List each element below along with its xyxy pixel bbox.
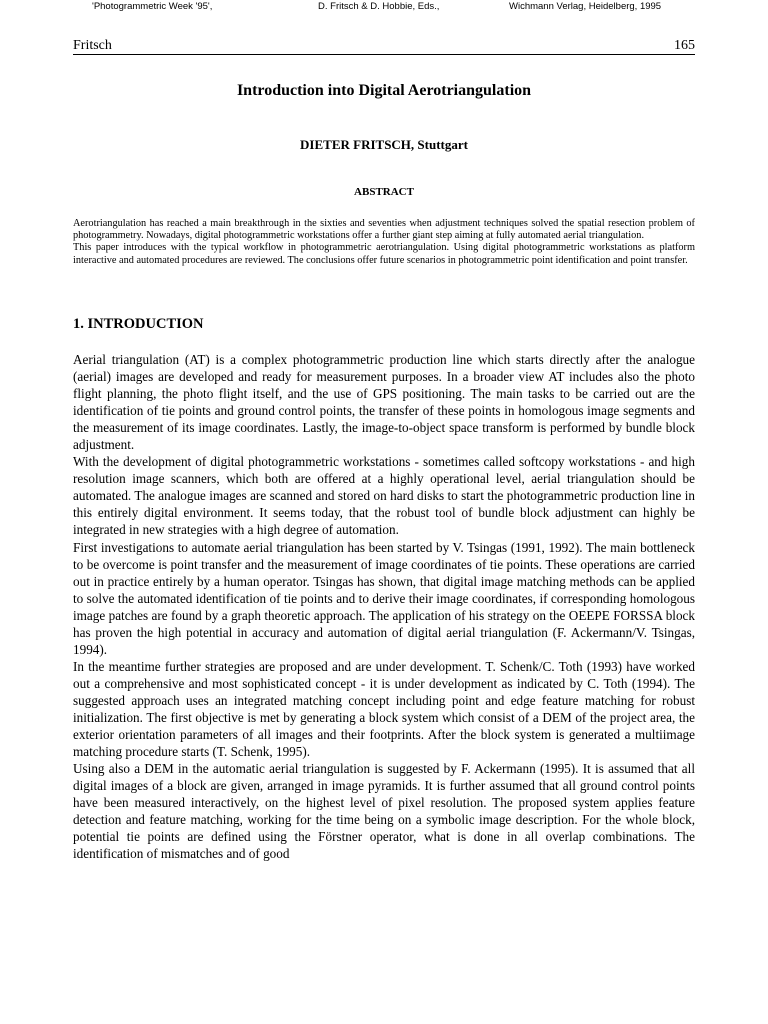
body-paragraph: In the meantime further strategies are proposed and are under development. T. Schenk/C. Toth (1993) have worked out a comprehensive and most sophisticated concept - it is under development as indicated by C. Toth (1994). The suggested approach uses an integrated matching concept including point and edge feature matching for robust initialization. The first objective is met by generating a block system which consist of a DEM of the project area, the exterior orientation parameters of all images and their footprints. After the block system is generated a multiimage matching procedure starts (T. Schenk, 1995).	[73, 658, 695, 760]
section-heading: 1. INTRODUCTION	[73, 316, 204, 332]
body-paragraph: Using also a DEM in the automatic aerial triangulation is suggested by F. Ackermann (1995). It is assumed that all digital images of a block are given, arranged in image pyramids. It is further assumed that all ground control points have been measured interactively, on the highest level of pixel resolution. The proposed system applies feature detection and feature matching, working for the time being on a symbolic image description. For the whole block, potential tie points are defined using the Förstner operator, what is done in all overlap combinations. The identification of mismatches and of good	[73, 761, 695, 862]
abstract-paragraph: Aerotriangulation has reached a main breakthrough in the sixties and seventies when adjustment techniques solved the spatial resection problem of photogrammetry. Nowadays, digital photogrammetric workstations offer a further giant step aiming at fully automated aerial triangulation.	[73, 218, 695, 242]
running-header	[0, 0, 768, 14]
author-byline: DIETER FRITSCH, Stuttgart	[300, 137, 468, 152]
running-header-editors: D. Fritsch & D. Hobbie, Eds.,	[318, 1, 440, 12]
page-header-author: Fritsch	[73, 38, 112, 53]
abstract-body	[73, 218, 695, 267]
section-body	[73, 351, 695, 862]
running-header-publication: 'Photogrammetric Week '95',	[92, 1, 213, 12]
body-paragraph: With the development of digital photogrammetric workstations - sometimes called softcopy workstations - and high resolution image scanners, which both are offered at a highly operational level, aerial triangulation should be automated. The analogue images are scanned and stored on hard disks to start the photogrammetric production line in this entirely digital environment. It seems today, that the robust tool of bundle block adjustment can highly be integrated in new strategies with a high degree of automation.	[73, 454, 695, 538]
abstract-heading: ABSTRACT	[354, 186, 414, 198]
body-paragraph: Aerial triangulation (AT) is a complex photogrammetric production line which starts directly after the analogue (aerial) images are developed and ready for measurement purposes. In a broader view AT includes also the photo flight planning, the photo flight itself, and the use of GPS positioning. The main tasks to be carried out are the identification of tie points and ground control points, the transfer of these points in homologous image segments and the measurement of its image coordinates. Lastly, the image-to-object space transform is performed by bundle block adjustment.	[73, 352, 695, 453]
paper-title: Introduction into Digital Aerotriangulation	[236, 82, 532, 99]
page-header	[73, 38, 695, 55]
abstract-paragraph: This paper introduces with the typical workflow in photogrammetric aerotriangulation. Using digital photogrammetric workstations as platform interactive and automated procedures are reviewed. The conclusions offer future scenarios in photogrammetric point identification and point transfer.	[73, 242, 695, 266]
running-header-publisher: Wichmann Verlag, Heidelberg, 1995	[509, 1, 662, 12]
body-paragraph: First investigations to automate aerial triangulation has been started by V. Tsingas (1991, 1992). The main bottleneck to be overcome is point transfer and the measurement of image coordinates of tie points. These operations are carried out in practice entirely by a human operator. Tsingas has shown, that digital image matching methods can be applied to solve the automated identification of tie points and to derive their image coordinates, if corresponding homologous image patches are found by a graph theoretic approach. The application of his strategy on the OEEPE FORSSA block has proven the high potential in accuracy and automation of digital aerial triangulation (F. Ackermann/V. Tsingas, 1994).	[73, 539, 695, 657]
page-number: 165	[674, 38, 695, 53]
